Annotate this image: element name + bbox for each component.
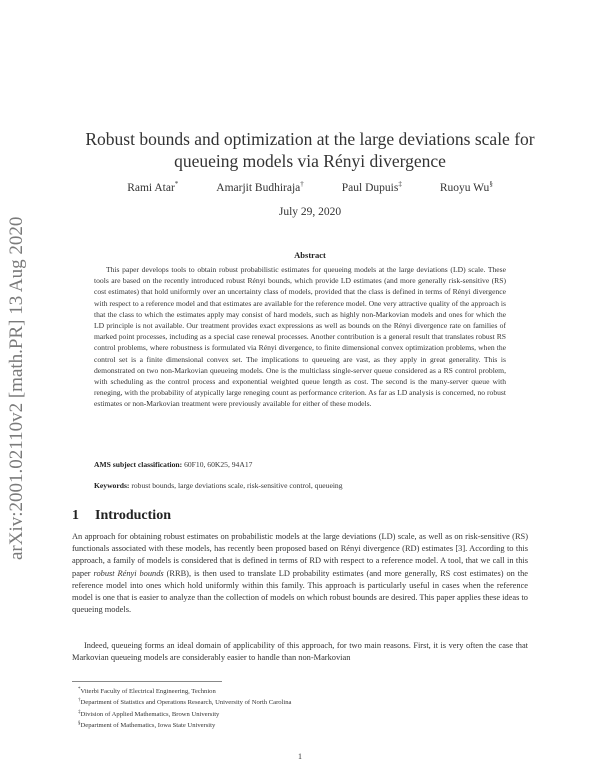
footnote: †Department of Statistics and Operations Research, University of North Carolina bbox=[78, 698, 292, 707]
author: Ruoyu Wu§ bbox=[439, 180, 493, 194]
keywords-label: Keywords: bbox=[94, 481, 130, 490]
ams-label: AMS subject classification: bbox=[94, 460, 183, 469]
footnote: §Department of Mathematics, Iowa State University bbox=[78, 720, 216, 730]
emphasis-term: robust Rényi bounds bbox=[93, 568, 164, 578]
author: Paul Dupuis‡ bbox=[341, 180, 402, 194]
arxiv-identifier: arXiv:2001.02110v2 [math.PR] 13 Aug 2020 bbox=[6, 216, 27, 560]
ams-classification bbox=[94, 460, 506, 469]
keywords bbox=[94, 481, 506, 490]
author: Rami Atar* bbox=[127, 180, 179, 194]
abstract-heading: Abstract bbox=[294, 250, 326, 260]
keywords-value: robust bounds, large deviations scale, risk-sensitive control, queueing bbox=[131, 481, 343, 490]
footnote: ‡Division of Applied Mathematics, Brown University bbox=[78, 709, 220, 718]
footnotes bbox=[78, 685, 518, 730]
ams-value: 60F10, 60K25, 94A17 bbox=[184, 460, 253, 469]
footnote: *Viterbi Faculty of Electrical Engineering, Technion bbox=[78, 687, 216, 696]
section-heading bbox=[72, 508, 171, 524]
author-list bbox=[60, 180, 560, 194]
section-number: 1 bbox=[72, 508, 79, 523]
author: Amarjit Budhiraja† bbox=[216, 180, 304, 194]
title-line-1: Robust bounds and optimization at the large deviations scale for bbox=[85, 129, 535, 149]
abstract-body: This paper develops tools to obtain robust probabilistic estimates for queueing models at the large deviations (LD) scale. These tools are based on the recently introduced robust Rényi bounds, which provide LD estimates (and more generally risk-sensitive (RS) cost estimates) that hold uniformly over an uncertainty class of models, provided that the class is defined in terms of Rényi divergence with respect to a reference model and that estimates are available for the reference model. One very attractive quality of the approach is that the class to which the estimates apply may consist of hard models, such as highly non-Markovian models and ones for which the LD principle is not available. Our treatment provides exact expressions as well as bounds on the Rényi divergence rate on families of marked point processes, including as a special case renewal processes. Another contribution is a general result that translates robust RS control problems, where robustness is formulated via Rényi divergence, to finite dimensional convex optimization problems, when the control set is a finite dimensional convex set. The implications to queueing are vast, as they apply in great generality. This is demonstrated on two non-Markovian queueing models. One is the multiclass single-server queue considered as a RS control problem, with scheduling as the control process and exponential weighted queue length as cost. The second is the many-server queue with reneging, with the probability of atypically large reneging count as performance criterion. As far as LD analysis is concerned, no robust estimates or non-Markovian treatment were previously available for either of these models. bbox=[94, 265, 506, 409]
footnote-divider bbox=[72, 681, 222, 682]
title-line-2: queueing models via Rényi divergence bbox=[174, 151, 446, 171]
section-title: Introduction bbox=[95, 508, 171, 523]
intro-paragraph-1: An approach for obtaining robust estimates on probabilistic models at the large deviations (LD) scale, as well as on risk-sensitive (RS) functionals associated with these models, has recently been proposed based on Rényi divergence (RD) estimates [3]. According to this approach, a family of models is considered that is defined in terms of RD with respect to a reference model. A tool, that we call in this paper robust Rényi bounds (RRB), is then used to translate LD probability estimates (and more generally, RS cost estimates) on the reference model into ones which hold uniformly within this family. This approach is particularly useful in cases when the reference model is one that is easier to analyze than the collection of models on which robust bounds are desired. This paper applies these ideas to queueing models. bbox=[72, 532, 529, 615]
paper-title bbox=[60, 128, 560, 172]
page-number: 1 bbox=[298, 752, 302, 761]
paper-date: July 29, 2020 bbox=[278, 206, 342, 218]
intro-paragraph-2: Indeed, queueing forms an ideal domain of applicability of this approach, for two main reasons. First, it is very often the case that Markovian queueing models are considerably easier to handle than non-Markovian bbox=[72, 641, 528, 663]
